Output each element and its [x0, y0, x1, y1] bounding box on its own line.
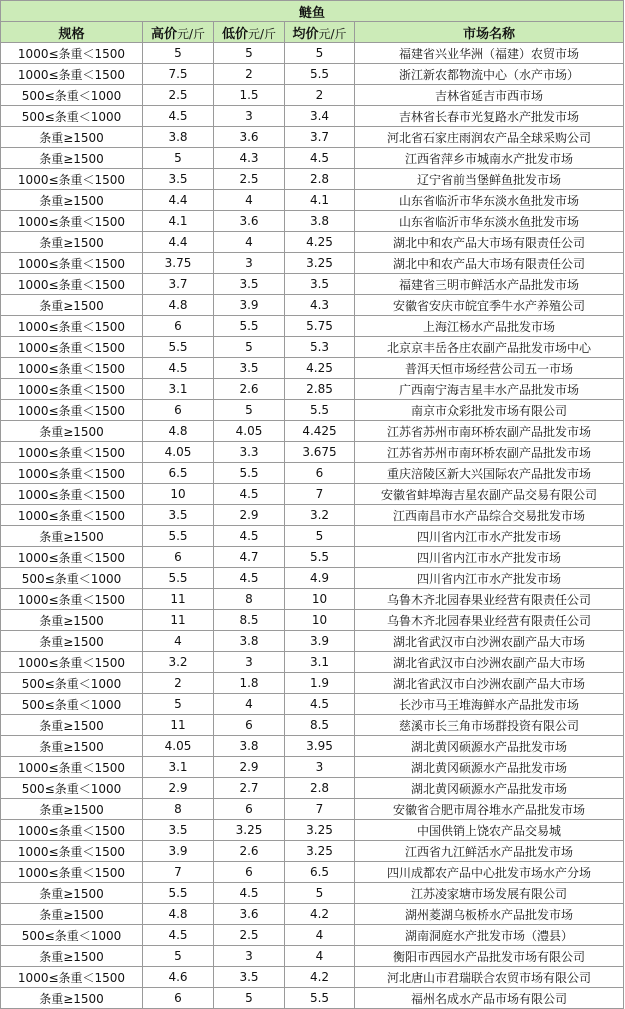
cell-market-name: 福州名成水产品市场有限公司 — [355, 988, 624, 1009]
cell-spec: 1000≤条重＜1500 — [1, 211, 143, 232]
cell-high-price: 4.5 — [143, 106, 214, 127]
cell-avg-price: 5.5 — [285, 64, 355, 85]
cell-spec: 条重≥1500 — [1, 127, 143, 148]
cell-market-name: 江西省萍乡市城南水产批发市场 — [355, 148, 624, 169]
table-row — [1, 43, 624, 64]
cell-high-price: 3.5 — [143, 820, 214, 841]
table-row — [1, 862, 624, 883]
table-row — [1, 211, 624, 232]
cell-high-price: 5.5 — [143, 883, 214, 904]
cell-avg-price: 3.8 — [285, 211, 355, 232]
cell-low-price: 3.5 — [214, 358, 285, 379]
cell-high-price: 2.5 — [143, 85, 214, 106]
cell-spec: 1000≤条重＜1500 — [1, 967, 143, 988]
cell-market-name: 湖北省武汉市白沙洲农副产品大市场 — [355, 631, 624, 652]
cell-low-price: 2.9 — [214, 505, 285, 526]
cell-avg-price: 5.5 — [285, 547, 355, 568]
cell-spec: 1000≤条重＜1500 — [1, 862, 143, 883]
cell-spec: 500≤条重＜1000 — [1, 778, 143, 799]
cell-spec: 1000≤条重＜1500 — [1, 316, 143, 337]
cell-avg-price: 7 — [285, 484, 355, 505]
cell-market-name: 慈溪市长三角市场群投资有限公司 — [355, 715, 624, 736]
cell-avg-price: 3.25 — [285, 253, 355, 274]
table-row — [1, 547, 624, 568]
cell-low-price: 8.5 — [214, 610, 285, 631]
cell-low-price: 2.7 — [214, 778, 285, 799]
cell-high-price: 3.7 — [143, 274, 214, 295]
cell-market-name: 江苏省苏州市南环桥农副产品批发市场 — [355, 421, 624, 442]
cell-spec: 500≤条重＜1000 — [1, 106, 143, 127]
cell-spec: 条重≥1500 — [1, 883, 143, 904]
cell-avg-price: 3.7 — [285, 127, 355, 148]
cell-avg-price: 3.25 — [285, 841, 355, 862]
cell-low-price: 4 — [214, 190, 285, 211]
cell-avg-price: 4.3 — [285, 295, 355, 316]
cell-market-name: 吉林省长春市光复路水产批发市场 — [355, 106, 624, 127]
table-row — [1, 337, 624, 358]
table-row — [1, 715, 624, 736]
cell-high-price: 6.5 — [143, 463, 214, 484]
cell-high-price: 4.05 — [143, 736, 214, 757]
cell-low-price: 3.5 — [214, 274, 285, 295]
table-row — [1, 400, 624, 421]
table-row — [1, 883, 624, 904]
cell-avg-price: 7 — [285, 799, 355, 820]
cell-spec: 1000≤条重＜1500 — [1, 484, 143, 505]
cell-low-price: 4.5 — [214, 568, 285, 589]
cell-market-name: 山东省临沂市华东淡水鱼批发市场 — [355, 211, 624, 232]
cell-spec: 条重≥1500 — [1, 421, 143, 442]
cell-avg-price: 3.25 — [285, 820, 355, 841]
table-row — [1, 736, 624, 757]
cell-low-price: 8 — [214, 589, 285, 610]
table-row — [1, 484, 624, 505]
table-body — [1, 43, 624, 1009]
cell-high-price: 11 — [143, 589, 214, 610]
header-row — [1, 22, 624, 43]
table-row — [1, 148, 624, 169]
table-row — [1, 295, 624, 316]
table-row — [1, 988, 624, 1009]
cell-spec: 1000≤条重＜1500 — [1, 589, 143, 610]
cell-spec: 1000≤条重＜1500 — [1, 442, 143, 463]
table-row — [1, 106, 624, 127]
title-row — [1, 1, 624, 22]
cell-low-price: 2 — [214, 64, 285, 85]
cell-low-price: 3 — [214, 106, 285, 127]
cell-low-price: 2.6 — [214, 841, 285, 862]
cell-high-price: 11 — [143, 715, 214, 736]
cell-market-name: 湖北黄冈硕源水产品批发市场 — [355, 736, 624, 757]
cell-low-price: 2.9 — [214, 757, 285, 778]
cell-avg-price: 3 — [285, 757, 355, 778]
cell-low-price: 2.5 — [214, 169, 285, 190]
cell-high-price: 5 — [143, 43, 214, 64]
cell-market-name: 吉林省延吉市西市场 — [355, 85, 624, 106]
cell-low-price: 4.5 — [214, 484, 285, 505]
cell-avg-price: 4.9 — [285, 568, 355, 589]
cell-low-price: 3 — [214, 652, 285, 673]
cell-high-price: 2 — [143, 673, 214, 694]
cell-high-price: 10 — [143, 484, 214, 505]
cell-low-price: 6 — [214, 862, 285, 883]
cell-market-name: 衡阳市西园水产品批发市场有限公司 — [355, 946, 624, 967]
cell-high-price: 5.5 — [143, 526, 214, 547]
cell-market-name: 湖北中和农产品大市场有限责任公司 — [355, 253, 624, 274]
cell-avg-price: 1.9 — [285, 673, 355, 694]
cell-high-price: 4.6 — [143, 967, 214, 988]
cell-high-price: 5.5 — [143, 568, 214, 589]
cell-high-price: 3.1 — [143, 379, 214, 400]
cell-market-name: 湖北黄冈硕源水产品批发市场 — [355, 778, 624, 799]
cell-high-price: 5 — [143, 694, 214, 715]
cell-low-price: 3.6 — [214, 127, 285, 148]
cell-spec: 1000≤条重＜1500 — [1, 253, 143, 274]
table-row — [1, 169, 624, 190]
cell-low-price: 5 — [214, 337, 285, 358]
cell-low-price: 1.5 — [214, 85, 285, 106]
cell-market-name: 南京市众彩批发市场有限公司 — [355, 400, 624, 421]
cell-high-price: 4.4 — [143, 232, 214, 253]
cell-avg-price: 3.95 — [285, 736, 355, 757]
cell-high-price: 4.05 — [143, 442, 214, 463]
table-row — [1, 505, 624, 526]
cell-low-price: 4.5 — [214, 526, 285, 547]
cell-high-price: 11 — [143, 610, 214, 631]
cell-spec: 1000≤条重＜1500 — [1, 463, 143, 484]
cell-low-price: 3.25 — [214, 820, 285, 841]
header-high-unit: 元/斤 — [176, 26, 206, 41]
cell-high-price: 7 — [143, 862, 214, 883]
cell-market-name: 乌鲁木齐北园春果业经营有限责任公司 — [355, 610, 624, 631]
header-low — [214, 22, 285, 43]
cell-high-price: 4.5 — [143, 358, 214, 379]
table-row — [1, 421, 624, 442]
cell-high-price: 4.8 — [143, 295, 214, 316]
cell-high-price: 4.1 — [143, 211, 214, 232]
cell-spec: 1000≤条重＜1500 — [1, 400, 143, 421]
cell-high-price: 3.1 — [143, 757, 214, 778]
cell-market-name: 安徽省安庆市皖宜季牛水产养殖公司 — [355, 295, 624, 316]
table-row — [1, 253, 624, 274]
cell-low-price: 3.6 — [214, 211, 285, 232]
cell-avg-price: 4.1 — [285, 190, 355, 211]
cell-market-name: 湖北中和农产品大市场有限责任公司 — [355, 232, 624, 253]
cell-market-name: 重庆涪陵区新大兴国际农产品批发市场 — [355, 463, 624, 484]
header-high — [143, 22, 214, 43]
cell-avg-price: 3.2 — [285, 505, 355, 526]
cell-market-name: 长沙市马王堆海鲜水产品批发市场 — [355, 694, 624, 715]
cell-market-name: 湖北省武汉市白沙洲农副产品大市场 — [355, 652, 624, 673]
cell-avg-price: 2.85 — [285, 379, 355, 400]
cell-high-price: 4.8 — [143, 421, 214, 442]
cell-low-price: 2.5 — [214, 925, 285, 946]
cell-spec: 条重≥1500 — [1, 988, 143, 1009]
cell-avg-price: 5 — [285, 883, 355, 904]
cell-low-price: 2.6 — [214, 379, 285, 400]
cell-spec: 1000≤条重＜1500 — [1, 64, 143, 85]
cell-low-price: 4 — [214, 694, 285, 715]
table-row — [1, 589, 624, 610]
table-row — [1, 127, 624, 148]
table-row — [1, 463, 624, 484]
cell-market-name: 河北唐山市君瑞联合农贸市场有限公司 — [355, 967, 624, 988]
cell-high-price: 3.8 — [143, 127, 214, 148]
cell-low-price: 3.6 — [214, 904, 285, 925]
cell-avg-price: 4.2 — [285, 967, 355, 988]
cell-low-price: 5 — [214, 988, 285, 1009]
cell-avg-price: 3.9 — [285, 631, 355, 652]
cell-market-name: 江西省九江鲜活水产品批发市场 — [355, 841, 624, 862]
cell-spec: 1000≤条重＜1500 — [1, 358, 143, 379]
table-row — [1, 694, 624, 715]
table-row — [1, 841, 624, 862]
cell-spec: 条重≥1500 — [1, 904, 143, 925]
cell-market-name: 福建省三明市鲜活水产品批发市场 — [355, 274, 624, 295]
cell-low-price: 5.5 — [214, 316, 285, 337]
table-row — [1, 946, 624, 967]
cell-spec: 1000≤条重＜1500 — [1, 820, 143, 841]
cell-spec: 1000≤条重＜1500 — [1, 505, 143, 526]
cell-market-name: 福建省兴业华洲（福建）农贸市场 — [355, 43, 624, 64]
cell-high-price: 4.5 — [143, 925, 214, 946]
cell-avg-price: 4.5 — [285, 148, 355, 169]
table-row — [1, 673, 624, 694]
cell-spec: 1000≤条重＜1500 — [1, 757, 143, 778]
cell-low-price: 5 — [214, 400, 285, 421]
cell-spec: 500≤条重＜1000 — [1, 85, 143, 106]
cell-avg-price: 3.1 — [285, 652, 355, 673]
table-row — [1, 85, 624, 106]
cell-low-price: 3.3 — [214, 442, 285, 463]
cell-avg-price: 4 — [285, 925, 355, 946]
cell-low-price: 4.5 — [214, 883, 285, 904]
cell-market-name: 上海江杨水产品批发市场 — [355, 316, 624, 337]
cell-avg-price: 3.4 — [285, 106, 355, 127]
table-row — [1, 799, 624, 820]
table-row — [1, 778, 624, 799]
cell-market-name: 江苏凌家塘市场发展有限公司 — [355, 883, 624, 904]
cell-high-price: 6 — [143, 316, 214, 337]
cell-avg-price: 10 — [285, 589, 355, 610]
cell-high-price: 5 — [143, 148, 214, 169]
cell-market-name: 四川省内江市水产批发市场 — [355, 526, 624, 547]
cell-high-price: 5.5 — [143, 337, 214, 358]
cell-spec: 500≤条重＜1000 — [1, 925, 143, 946]
cell-market-name: 辽宁省前当堡鲜鱼批发市场 — [355, 169, 624, 190]
cell-avg-price: 4.2 — [285, 904, 355, 925]
cell-avg-price: 5.5 — [285, 400, 355, 421]
cell-spec: 500≤条重＜1000 — [1, 694, 143, 715]
cell-avg-price: 3.5 — [285, 274, 355, 295]
table-row — [1, 631, 624, 652]
header-avg-unit: 元/斤 — [318, 26, 347, 41]
cell-avg-price: 5.75 — [285, 316, 355, 337]
cell-market-name: 江苏省苏州市南环桥农副产品批发市场 — [355, 442, 624, 463]
header-market: 市场名称 — [355, 22, 624, 43]
cell-market-name: 河北省石家庄雨润农产品全球采购公司 — [355, 127, 624, 148]
cell-avg-price: 5 — [285, 526, 355, 547]
table-row — [1, 568, 624, 589]
cell-spec: 条重≥1500 — [1, 736, 143, 757]
cell-market-name: 江西南昌市水产品综合交易批发市场 — [355, 505, 624, 526]
cell-avg-price: 4.25 — [285, 358, 355, 379]
cell-spec: 1000≤条重＜1500 — [1, 652, 143, 673]
cell-avg-price: 3.675 — [285, 442, 355, 463]
cell-avg-price: 10 — [285, 610, 355, 631]
cell-market-name: 四川省内江市水产批发市场 — [355, 547, 624, 568]
cell-high-price: 5 — [143, 946, 214, 967]
cell-avg-price: 4 — [285, 946, 355, 967]
cell-avg-price: 4.25 — [285, 232, 355, 253]
cell-avg-price: 5 — [285, 43, 355, 64]
cell-spec: 条重≥1500 — [1, 631, 143, 652]
cell-low-price: 4.05 — [214, 421, 285, 442]
cell-market-name: 安徽省合肥市周谷堆水产品批发市场 — [355, 799, 624, 820]
table-row — [1, 757, 624, 778]
cell-avg-price: 2.8 — [285, 169, 355, 190]
cell-high-price: 3.2 — [143, 652, 214, 673]
cell-low-price: 1.8 — [214, 673, 285, 694]
cell-avg-price: 2.8 — [285, 778, 355, 799]
cell-avg-price: 4.5 — [285, 694, 355, 715]
cell-low-price: 5.5 — [214, 463, 285, 484]
cell-market-name: 湖北黄冈硕源水产品批发市场 — [355, 757, 624, 778]
cell-spec: 条重≥1500 — [1, 715, 143, 736]
cell-high-price: 4.8 — [143, 904, 214, 925]
cell-market-name: 安徽省蚌埠海吉星农副产品交易有限公司 — [355, 484, 624, 505]
cell-low-price: 3 — [214, 253, 285, 274]
cell-spec: 条重≥1500 — [1, 526, 143, 547]
cell-avg-price: 5.3 — [285, 337, 355, 358]
cell-spec: 条重≥1500 — [1, 148, 143, 169]
cell-spec: 1000≤条重＜1500 — [1, 169, 143, 190]
cell-low-price: 4.7 — [214, 547, 285, 568]
cell-spec: 条重≥1500 — [1, 610, 143, 631]
cell-low-price: 3.9 — [214, 295, 285, 316]
cell-market-name: 广西南宁海吉星丰水产品批发市场 — [355, 379, 624, 400]
cell-spec: 条重≥1500 — [1, 232, 143, 253]
cell-avg-price: 4.425 — [285, 421, 355, 442]
table-row — [1, 316, 624, 337]
cell-low-price: 6 — [214, 715, 285, 736]
cell-market-name: 中国供销上饶农产品交易城 — [355, 820, 624, 841]
cell-low-price: 5 — [214, 43, 285, 64]
table-row — [1, 925, 624, 946]
table-row — [1, 379, 624, 400]
cell-market-name: 湖北省武汉市白沙洲农副产品大市场 — [355, 673, 624, 694]
cell-market-name: 山东省临沂市华东淡水鱼批发市场 — [355, 190, 624, 211]
cell-spec: 1000≤条重＜1500 — [1, 841, 143, 862]
cell-low-price: 3.5 — [214, 967, 285, 988]
table-row — [1, 610, 624, 631]
cell-low-price: 3.8 — [214, 736, 285, 757]
cell-market-name: 乌鲁木齐北园春果业经营有限责任公司 — [355, 589, 624, 610]
cell-spec: 条重≥1500 — [1, 946, 143, 967]
cell-avg-price: 5.5 — [285, 988, 355, 1009]
cell-high-price: 4.4 — [143, 190, 214, 211]
table-row — [1, 820, 624, 841]
table-row — [1, 274, 624, 295]
cell-low-price: 4.3 — [214, 148, 285, 169]
cell-market-name: 普洱天恒市场经营公司五一市场 — [355, 358, 624, 379]
cell-high-price: 4 — [143, 631, 214, 652]
table-row — [1, 190, 624, 211]
cell-high-price: 6 — [143, 547, 214, 568]
cell-spec: 条重≥1500 — [1, 190, 143, 211]
table-title: 鲢鱼 — [1, 1, 624, 22]
cell-spec: 1000≤条重＜1500 — [1, 43, 143, 64]
cell-market-name: 浙江新农都物流中心（水产市场） — [355, 64, 624, 85]
table-row — [1, 652, 624, 673]
cell-market-name: 四川省内江市水产批发市场 — [355, 568, 624, 589]
header-high-label: 高价 — [150, 26, 177, 42]
cell-avg-price: 6.5 — [285, 862, 355, 883]
cell-low-price: 4 — [214, 232, 285, 253]
cell-spec: 1000≤条重＜1500 — [1, 274, 143, 295]
cell-market-name: 湖南洞庭水产批发市场（澧县） — [355, 925, 624, 946]
cell-high-price: 7.5 — [143, 64, 214, 85]
header-spec: 规格 — [1, 22, 143, 43]
cell-high-price: 3.75 — [143, 253, 214, 274]
header-low-label: 低价 — [221, 26, 248, 42]
table-row — [1, 232, 624, 253]
cell-low-price: 3.8 — [214, 631, 285, 652]
cell-high-price: 8 — [143, 799, 214, 820]
cell-spec: 1000≤条重＜1500 — [1, 547, 143, 568]
table-row — [1, 64, 624, 85]
cell-low-price: 6 — [214, 799, 285, 820]
cell-high-price: 3.5 — [143, 505, 214, 526]
cell-spec: 条重≥1500 — [1, 799, 143, 820]
header-avg — [285, 22, 355, 43]
cell-high-price: 3.9 — [143, 841, 214, 862]
cell-spec: 条重≥1500 — [1, 295, 143, 316]
cell-high-price: 2.9 — [143, 778, 214, 799]
table-row — [1, 442, 624, 463]
table-row — [1, 358, 624, 379]
cell-spec: 500≤条重＜1000 — [1, 568, 143, 589]
cell-avg-price: 6 — [285, 463, 355, 484]
header-low-unit: 元/斤 — [247, 26, 277, 41]
cell-market-name: 四川成都农产品中心批发市场水产分场 — [355, 862, 624, 883]
cell-high-price: 6 — [143, 988, 214, 1009]
table-row — [1, 526, 624, 547]
cell-low-price: 3 — [214, 946, 285, 967]
cell-market-name: 北京京丰岳各庄农副产品批发市场中心 — [355, 337, 624, 358]
cell-high-price: 3.5 — [143, 169, 214, 190]
header-avg-label: 均价 — [292, 26, 319, 42]
cell-spec: 1000≤条重＜1500 — [1, 337, 143, 358]
table-row — [1, 904, 624, 925]
cell-avg-price: 8.5 — [285, 715, 355, 736]
cell-high-price: 6 — [143, 400, 214, 421]
cell-market-name: 湖州菱湖乌板桥水产品批发市场 — [355, 904, 624, 925]
cell-spec: 1000≤条重＜1500 — [1, 379, 143, 400]
cell-avg-price: 2 — [285, 85, 355, 106]
table-row — [1, 967, 624, 988]
cell-spec: 500≤条重＜1000 — [1, 673, 143, 694]
